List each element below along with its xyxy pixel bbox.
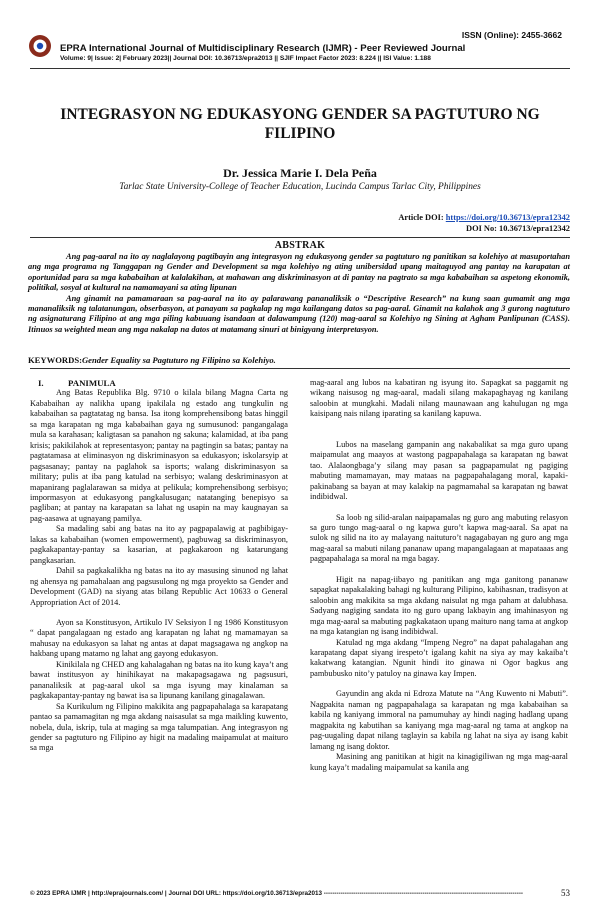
left-paragraph: Sa Kurikulum ng Filipino makikita ang pagpapahalaga sa karapatang pantao sa pamamagitan ng mga akdang naisasulat sa mga maikling kuwento, nobela, dula, iskrip, tula at maging sa mga talumpatian. Ang integrasyon ng gender sa pagtuturo ng Filipino ay higit na madaling maipamulat at maituro sa mga xyxy=(30,701,288,753)
right-column xyxy=(310,378,568,773)
abstract-bottom-rule xyxy=(30,368,570,369)
left-paragraph: Ayon sa Konstitusyon, Artikulo IV Seksiyon I ng 1986 Konstitusyon “ dapat pangalagaan ng estado ang karapatan ng lahat ng mamamayan sa mahusay na edukasyon sa lahat ng antas at dapat magsagawa ng angkop na hakbang upang matamo ng lahat ang gayong edukasyon. xyxy=(30,617,288,659)
keywords xyxy=(28,355,570,365)
right-paragraph: Lubos na maselang gampanin ang nakabalikat sa mga guro upang maipamulat ang maayos at wastong pagpapahalaga sa karapatan ng bawat tao. Alalaongbaga’y silang may pasan sa pagpapamulat ng pagiging mabuting mamamayan, may mataas na pagpapahalagang moral, kapaki-pakinabang sa bayan at may kalakip na pagmamahal sa karapatan ng bawat indibidwal. xyxy=(310,439,568,502)
paper-title: INTEGRASYON NG EDUKASYONG GENDER SA PAGTUTURO NG FILIPINO xyxy=(60,106,540,142)
author-name: Dr. Jessica Marie I. Dela Peña xyxy=(223,166,377,180)
issn: ISSN (Online): 2455-3662 xyxy=(461,30,562,40)
keywords-label: KEYWORDS: xyxy=(28,355,82,365)
abstract-body xyxy=(28,252,570,335)
keywords-value: Gender Equality sa Pagtuturo ng Filipino sa Kolehiyo. xyxy=(81,355,276,365)
doi-number: DOI No: 10.36713/epra12342 xyxy=(466,224,570,233)
section-heading xyxy=(30,378,288,388)
journal-title: EPRA International Journal of Multidisciplinary Research (IJMR) - Peer Reviewed Journal xyxy=(60,43,466,54)
abstract-top-rule xyxy=(30,237,570,238)
page-number: 53 xyxy=(561,888,570,898)
journal-meta: Volume: 9| Issue: 2| February 2023|| Journal DOI: 10.36713/epra2013 || SJIF Impact Factor 2023: 8.224 || ISI Value: 1.188 xyxy=(60,55,431,62)
abstract-paragraph-1: Ang pag-aaral na ito ay naglalayong pagtibayin ang integrasyon ng edukasyong gender sa pagtuturo ng panitikan sa kolehiyo at masuportahan ang mga programa ng Tanggapan ng Gender and Development sa mga kolehiyo ng ating unibersidad upang maitaguyod ang pantay na karapatan at oportunidad para sa mga kababaihan at kalalakihan, at mahawan ang diskriminasyon at di pantay na pagtrato sa mga kababaihan sa aspetong ekonomik, politikal, sosyal at kultural na namamayani sa ating lipunan xyxy=(28,252,570,293)
section-title: PANIMULA xyxy=(68,378,116,388)
page-footer: © 2023 EPRA IJMR | http://eprajournals.com/ | Journal DOI URL: https://doi.org/10.36713/epra2013 ----------------------------------------------------------------------------------------------- xyxy=(30,890,524,897)
header-rule xyxy=(30,68,570,69)
right-paragraph: Higit na napag-iibayo ng panitikan ang mga ganitong pananaw sapagkat napakalaking bahagi ng kulturang Pilipino, kabihasnan, tradisyon at saloobin ang makikita sa mga akdang naisulat ng mga paham at dalubhasa. Sadyang nagiging sandata ito ng guro upang lakbayin ang imahinasyon ng mga mag-aaral sa mabuting pagkakataon upang maituro nang tama at angkop na mga katangian ng isang indibidwal. xyxy=(310,574,568,637)
author-affiliation: Tarlac State University-College of Teacher Education, Lucinda Campus Tarlac City, Philippines xyxy=(119,182,481,192)
article-doi xyxy=(398,213,570,222)
right-paragraph: Masining ang panitikan at higit na kinagigiliwan ng mga mag-aaral kung kaya’t madaling maipamulat sa kanila ang xyxy=(310,752,568,772)
section-number: I. xyxy=(38,378,44,388)
journal-logo xyxy=(28,34,52,58)
left-paragraph: Kinikilala ng CHED ang kahalagahan ng batas na ito kung kaya’t ang bawat institusyon ay hinihikayat na makapagsagawa ng pagsusuri, pananaliksik at pag-aaral ukol sa mga isyung may kinalaman sa pagkakapantay-pantay ng bawat isa sa lipunang kanilang ginagalawan. xyxy=(30,659,288,701)
right-paragraph: Katulad ng mga akdang “Impeng Negro” na dapat pahalagahan ang karapatang dapat siyang irespeto’t igalang kahit na siya ay may kakaiba’t kakatwang katangian. Ngunit hindi ito ginawa ni Ogor bagkus ang pambubusko nito’y patuloy na ginawa kay Impen. xyxy=(310,637,568,678)
abstract-paragraph-2: Ang ginamit na pamamaraan sa pag-aaral na ito ay palarawang pananaliksik o “Descriptive Research” na kung saan gumamit ang mga mananaliksik ng talatanungan, obserbasyon, at panayam sa pagkalap ng mga kailangang datos sa pag-aaral. Ginamit na kalahok ang 3 gurong nagtuturo ng asignaturang Filipino at ang mga piling kabuuang isandaan at dalawampung (120) mag-aaral sa Kolehiyo ng Sining at Agham Panlipunan (CASS). Itinuos sa weighted mean ang mga nakalap na datos at matamang sinuri at binigyang interpretasyon. xyxy=(28,293,570,334)
left-paragraph: Dahil sa pagkakalikha ng batas na ito ay masusing sinunod ng lahat ng ahensya ng pamahalaan ang pagsusulong ng mga proyekto sa Gender and Development (GAD) na siyang atas bilang Republic Act 10633 o General Appropriation Act of 2014. xyxy=(30,566,288,607)
right-paragraph: Gayundin ang akda ni Edroza Matute na “Ang Kuwento ni Mabuti”. Nagpakita naman ng pagpapahalaga sa karapatan ng mga kababaihan sa kabila ng kaniyang immoral na pamumuhay ay hindi naging hadlang upang magpakita ng kabutihan sa kaniyang mga mag-aaral ng tama at angkop na pag-uugaling dapat nilang taglayin sa kabila ng lahat na siya ay isang kabit lamang ng isang doktor. xyxy=(310,689,568,751)
right-paragraph: mag-aaral ang lubos na kabatiran ng isyung ito. Sapagkat sa paggamit ng wikang naisusog ng mag-aaral, madali silang makapaghayag ng kanilang saloobin at mungkahi. Madali nilang maunawaan ang kahulugan ng mga kaisipang nais nilang iparating sa kanilang kapuwa. xyxy=(310,378,568,419)
left-column xyxy=(30,378,288,754)
article-doi-label: Article DOI: xyxy=(398,213,446,222)
right-paragraph: Sa loob ng silid-aralan naipapamalas ng guro ang mabuting relasyon sa guro tungo mag-aaral o ng kapwa guro’t kapwa mag-aaral. Sa apat na sulok ng silid na ito ay malayang naituturo’t nagagabayan ng guro ang mga mag-aaral sa mabuti nilang pananaw upang mapangalagaan at mapataaas ang pagpapahalaga sa moral na mga bagay. xyxy=(310,512,568,564)
abstract-heading: ABSTRAK xyxy=(274,240,326,251)
left-paragraph: Sa madaling sabi ang batas na ito ay pagpapalawig at pagbibigay-lakas sa kababaihan (women empowerment), pagbuwag sa diskriminasyon, pagkakapantay-pantay sa kasarian, at pagkakaroon ng katarungang pangkasarian. xyxy=(30,524,288,565)
article-doi-link[interactable]: https://doi.org/10.36713/epra12342 xyxy=(445,213,570,222)
left-paragraph: Ang Batas Republika Blg. 9710 o kilala bilang Magna Carta ng Kababaihan ay nalikha upang ipakilala ng estado ang tungkulin ng kababaihan sa pagtatatag ng bansa. Isa itong komprehensibong batas hinggil sa mga karapatan ng mga kababaihan gaya ng sumusunod: pangangalaga mula sa karahasan; kaligtasan sa panahon ng sakuna; kalamidad, at iba pang krisis; pakikilahok at representasyon; pantay na pagtingin sa batas; pantay na pagtatamasa at eliminasyon ng diskriminasyon sa edukasyon; iskolarsyip at pagsasanay; pantay na paglahok sa isports; walang diskriminasyon sa military; pulis at iba pang katulad na serbisyo; walang deskriminasyon at mapanirang paglalarawan sa midya at pelikula; komprehensibong serbisyo; impormasyon at edukasyong pangkalusugan; natatanging benepisyo sa pagliban; at pantay na karapatan sa lahat ng usapin na may kaugnayan sa pag-aasawa at ugnayang pamilya. xyxy=(30,388,288,523)
